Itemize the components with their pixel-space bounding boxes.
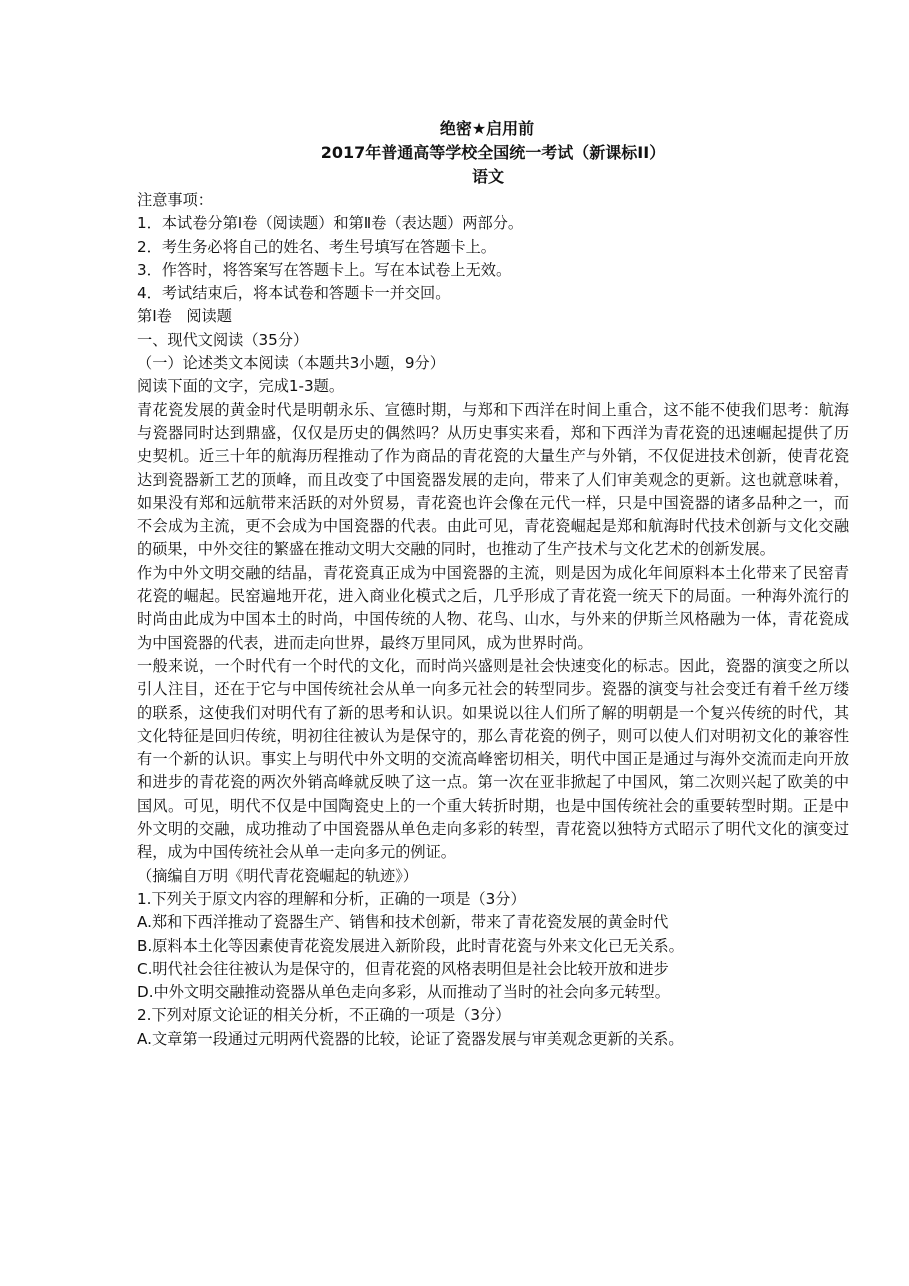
passage-paragraph-3: 一般来说，一个时代有一个时代的文化，而时尚兴盛则是社会快速变化的标志。因此，瓷器的演变之所以引人注目，还在于它与中国传统社会从单一向多元社会的转型同步。瓷器的演变与社会变迁有着千丝万缕的联系，这使我们对明代有了新的思考和认识。如果说以往人们所了解的明朝是一个复兴传统的时代，其文化特征是回归传统，明初往往被认为是保守的，那么青花瓷的例子，则可以使人们对明初文化的兼容性有一个新的认识。事实上与明代中外文明的交流高峰密切相关，明代中国正是通过与海外交流而走向开放和进步的青花瓷的两次外销高峰就反映了这一点。第一次在亚非掀起了中国风，第二次则兴起了欧美的中国风。可见，明代不仅是中国陶瓷史上的一个重大转折时期，也是中国传统社会的重要转型时期。正是中外文明的交融，成功推动了中国瓷器从单色走向多彩的转型，青花瓷以独特方式昭示了明代文化的演变过程，成为中国传统社会从单一走向多元的例证。: [137, 656, 849, 862]
passage-paragraph-1: 青花瓷发展的黄金时代是明朝永乐、宣德时期，与郑和下西洋在时间上重合，这不能不使我们思考：航海与瓷器同时达到鼎盛，仅仅是历史的偶然吗？从历史事实来看，郑和下西洋为青花瓷的迅速崛起提供了历史契机。近三十年的航海历程推动了作为商品的青花瓷的大量生产与外销，不仅促进技术创新，使青花瓷达到瓷器新工艺的顶峰，而且改变了中国瓷器发展的走向，带来了人们审美观念的更新。这也就意味着，如果没有郑和远航带来活跃的对外贸易，青花瓷也许会像在元代一样，只是中国瓷器的诸多品种之一，而不会成为主流，更不会成为中国瓷器的代表。由此可见，青花瓷崛起是郑和航海时代技术创新与文化交融的硕果，中外交往的繁盛在推动文明大交融的同时，也推动了生产技术与文化艺术的创新发展。: [137, 400, 849, 559]
notice-item-1: 1．本试卷分第Ⅰ卷（阅读题）和第Ⅱ卷（表达题）两部分。: [137, 214, 524, 233]
exam-body: [137, 189, 849, 1051]
part-title: 第Ⅰ卷 阅读题: [137, 307, 232, 326]
secret-label: 绝密★启用前: [439, 119, 535, 138]
question-1-option-d: D.中外文明交融推动瓷器从单色走向多彩，从而推动了当时的社会向多元转型。: [137, 983, 670, 1002]
notice-title: 注意事项：: [137, 191, 213, 209]
exam-header: [137, 117, 849, 189]
passage-paragraph-2: 作为中外文明交融的结晶，青花瓷真正成为中国瓷器的主流，则是因为成化年间原料本土化带来了民窑青花瓷的崛起。民窑遍地开花，进入商业化模式之后，几乎形成了青花瓷一统天下的局面。一种海外流行的时尚由此成为中国本土的时尚，中国传统的人物、花鸟、山水，与外来的伊斯兰风格融为一体，青花瓷成为中国瓷器的代表，进而走向世界，最终万里同风，成为世界时尚。: [137, 563, 849, 652]
subject-title: 语文: [471, 167, 504, 186]
question-1-option-a: A.郑和下西洋推动了瓷器生产、销售和技术创新，带来了青花瓷发展的黄金时代: [137, 913, 669, 932]
notice-item-4: 4．考试结束后，将本试卷和答题卡一并交回。: [137, 284, 451, 303]
passage-source: （摘编自万明《明代青花瓷崛起的轨迹》）: [137, 866, 418, 885]
question-2: 2.下列对原文论证的相关分析，不正确的一项是（3分）: [137, 1006, 511, 1025]
notice-item-3: 3．作答时，将答案写在答题卡上。写在本试卷上无效。: [137, 260, 512, 279]
question-1-option-c: C.明代社会往往被认为是保守的，但青花瓷的风格表明但是社会比较开放和进步: [137, 959, 669, 978]
subsection-heading: （一）论述类文本阅读（本题共3小题，9分）: [137, 354, 445, 373]
question-2-option-a: A.文章第一段通过元明两代瓷器的比较，论证了瓷器发展与审美观念更新的关系。: [137, 1029, 684, 1048]
question-1-option-b: B.原料本土化等因素使青花瓷发展进入新阶段，此时青花瓷与外来文化已无关系。: [137, 936, 684, 955]
exam-title: 2017年普通高等学校全国统一考试（新课标II）: [320, 143, 666, 162]
section-heading: 一、现代文阅读（35分）: [137, 330, 309, 349]
reading-instruction: 阅读下面的文字，完成1-3题。: [137, 377, 345, 396]
question-1: 1.下列关于原文内容的理解和分析，正确的一项是（3分）: [137, 889, 526, 908]
notice-item-2: 2．考生务必将自己的姓名、考生号填写在答题卡上。: [137, 237, 496, 256]
